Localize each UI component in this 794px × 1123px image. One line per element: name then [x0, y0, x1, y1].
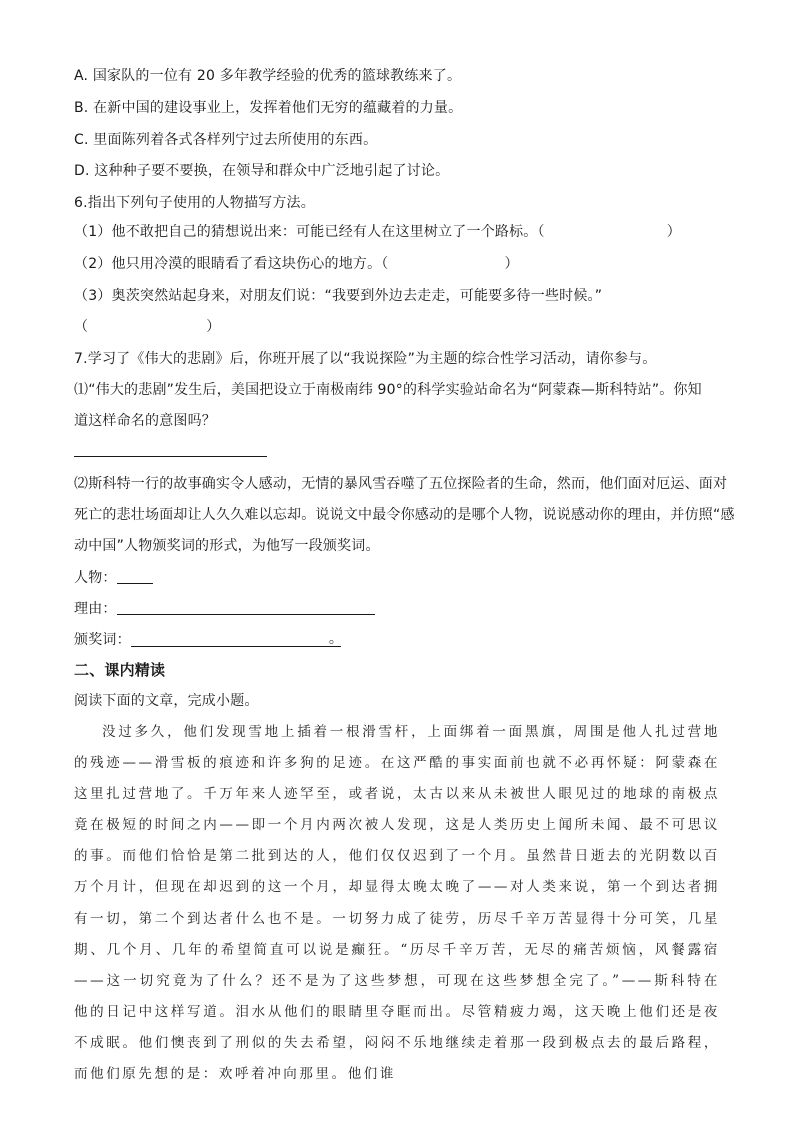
q7-title: 7.学习了《伟大的悲剧》后，你班开展了以“我说探险”为主题的综合性学习活动，请你参与。	[74, 351, 657, 367]
q7-part1-line2: 道这样命名的意图吗？	[74, 413, 216, 429]
award-end-mark: 。	[328, 631, 344, 647]
award-row	[74, 630, 344, 650]
award-blank[interactable]	[131, 631, 344, 647]
q7-part1-answer-line[interactable]	[74, 456, 267, 457]
reading-instruction: 阅读下面的文章，完成小题。	[74, 693, 259, 709]
q6-title: 6.指出下列句子使用的人物描写方法。	[74, 195, 315, 211]
q7-part2-line2: 死亡的悲壮场面却让人久久难以忘却。说说文中最令你感动的是哪个人物，说说感动你的理由，并仿照“感	[74, 507, 735, 523]
q6-sentence-3: （3）奥茨突然站起身来，对朋友们说：“我要到外边去走走，可能要多待一些时候。”	[74, 288, 603, 304]
q6-answer-3	[74, 317, 220, 337]
q7-part2-line1: ⑵斯科特一行的故事确实令人感动，无情的暴风雪吞噬了五位探险者的生命，然而，他们面对厄运、面对	[74, 476, 728, 492]
q7-part1-line1: ⑴“伟大的悲剧”发生后，美国把设立于南极南纬 90°的科学实验站命名为“阿蒙森—斯科特站”。你知	[74, 382, 702, 398]
q6-sentence-2-text: （2）他只用冷漠的眼睛看了看这块伤心的地方。（	[74, 256, 389, 272]
reading-passage: 没过多久，他们发现雪地上插着一根滑雪杆，上面绑着一面黑旗，周围是他人扎过营地的残迹——滑雪板的痕迹和许多狗的足迹。在这严酷的事实面前也就不必再怀疑：阿蒙森在这里扎过营地了。千万年来人迹罕至，或者说，太古以来从未被世人眼见过的地球的南极点竟在极短的时间之内——即一个月内两次被人发现，这是人类历史上闻所未闻、最不可思议的事。而他们恰恰是第二批到达的人，他们仅仅迟到了一个月。虽然昔日逝去的光阴数以百万个月计，但现在却迟到的这一个月，却显得太晚太晚了——对人类来说，第一个到达者拥有一切，第二个到达者什么也不是。一切努力成了徒劳，历尽千辛万苦显得十分可笑，几星期、几个月、几年的希望简直可以说是癫狂。“历尽千辛万苦，无尽的痛苦烦恼，风餐露宿——这一切究竟为了什么？还不是为了这些梦想，可现在这些梦想全完了。”——斯科特在他的日记中这样写道。泪水从他们的眼睛里夺眶而出。尽管精疲力竭，这天晚上他们还是夜不成眠。他们懊丧到了刑似的失去希望，闷闷不乐地继续走着那一段到极点去的最后路程，而他们原先想的是：欢呼着冲向那里。他们谁	[74, 724, 720, 1083]
reason-label: 理由：	[74, 601, 117, 617]
choice-c: C. 里面陈列着各式各样列宁过去所使用的东西。	[74, 132, 378, 148]
q7-part2-line3: 动中国”人物颁奖词的形式，为他写一段颁奖词。	[74, 538, 380, 554]
q6-sentence-2	[74, 254, 519, 274]
close-paren: ）	[206, 319, 221, 335]
person-blank[interactable]	[117, 569, 153, 584]
choice-b: B. 在新中国的建设事业上，发挥着他们无穷的蕴藏着的力量。	[74, 100, 463, 116]
choice-d: D. 这种种子要不要换，在领导和群众中广泛地引起了讨论。	[74, 163, 450, 179]
person-label: 人物：	[74, 570, 117, 586]
close-paren: ）	[504, 256, 519, 272]
person-row	[74, 568, 153, 588]
reason-row	[74, 599, 375, 619]
award-label: 颁奖词：	[74, 632, 131, 648]
choice-a: A. 国家队的一位有 20 多年教学经验的优秀的篮球教练来了。	[74, 68, 462, 84]
q6-sentence-1	[74, 222, 681, 242]
open-paren: （	[74, 319, 89, 335]
q6-sentence-1-text: （1）他不敢把自己的猜想说出来：可能已经有人在这里树立了一个路标。（	[74, 224, 545, 240]
reason-blank[interactable]	[117, 600, 375, 615]
section-heading: 二、课内精读	[74, 661, 166, 679]
close-paren: ）	[666, 224, 681, 240]
